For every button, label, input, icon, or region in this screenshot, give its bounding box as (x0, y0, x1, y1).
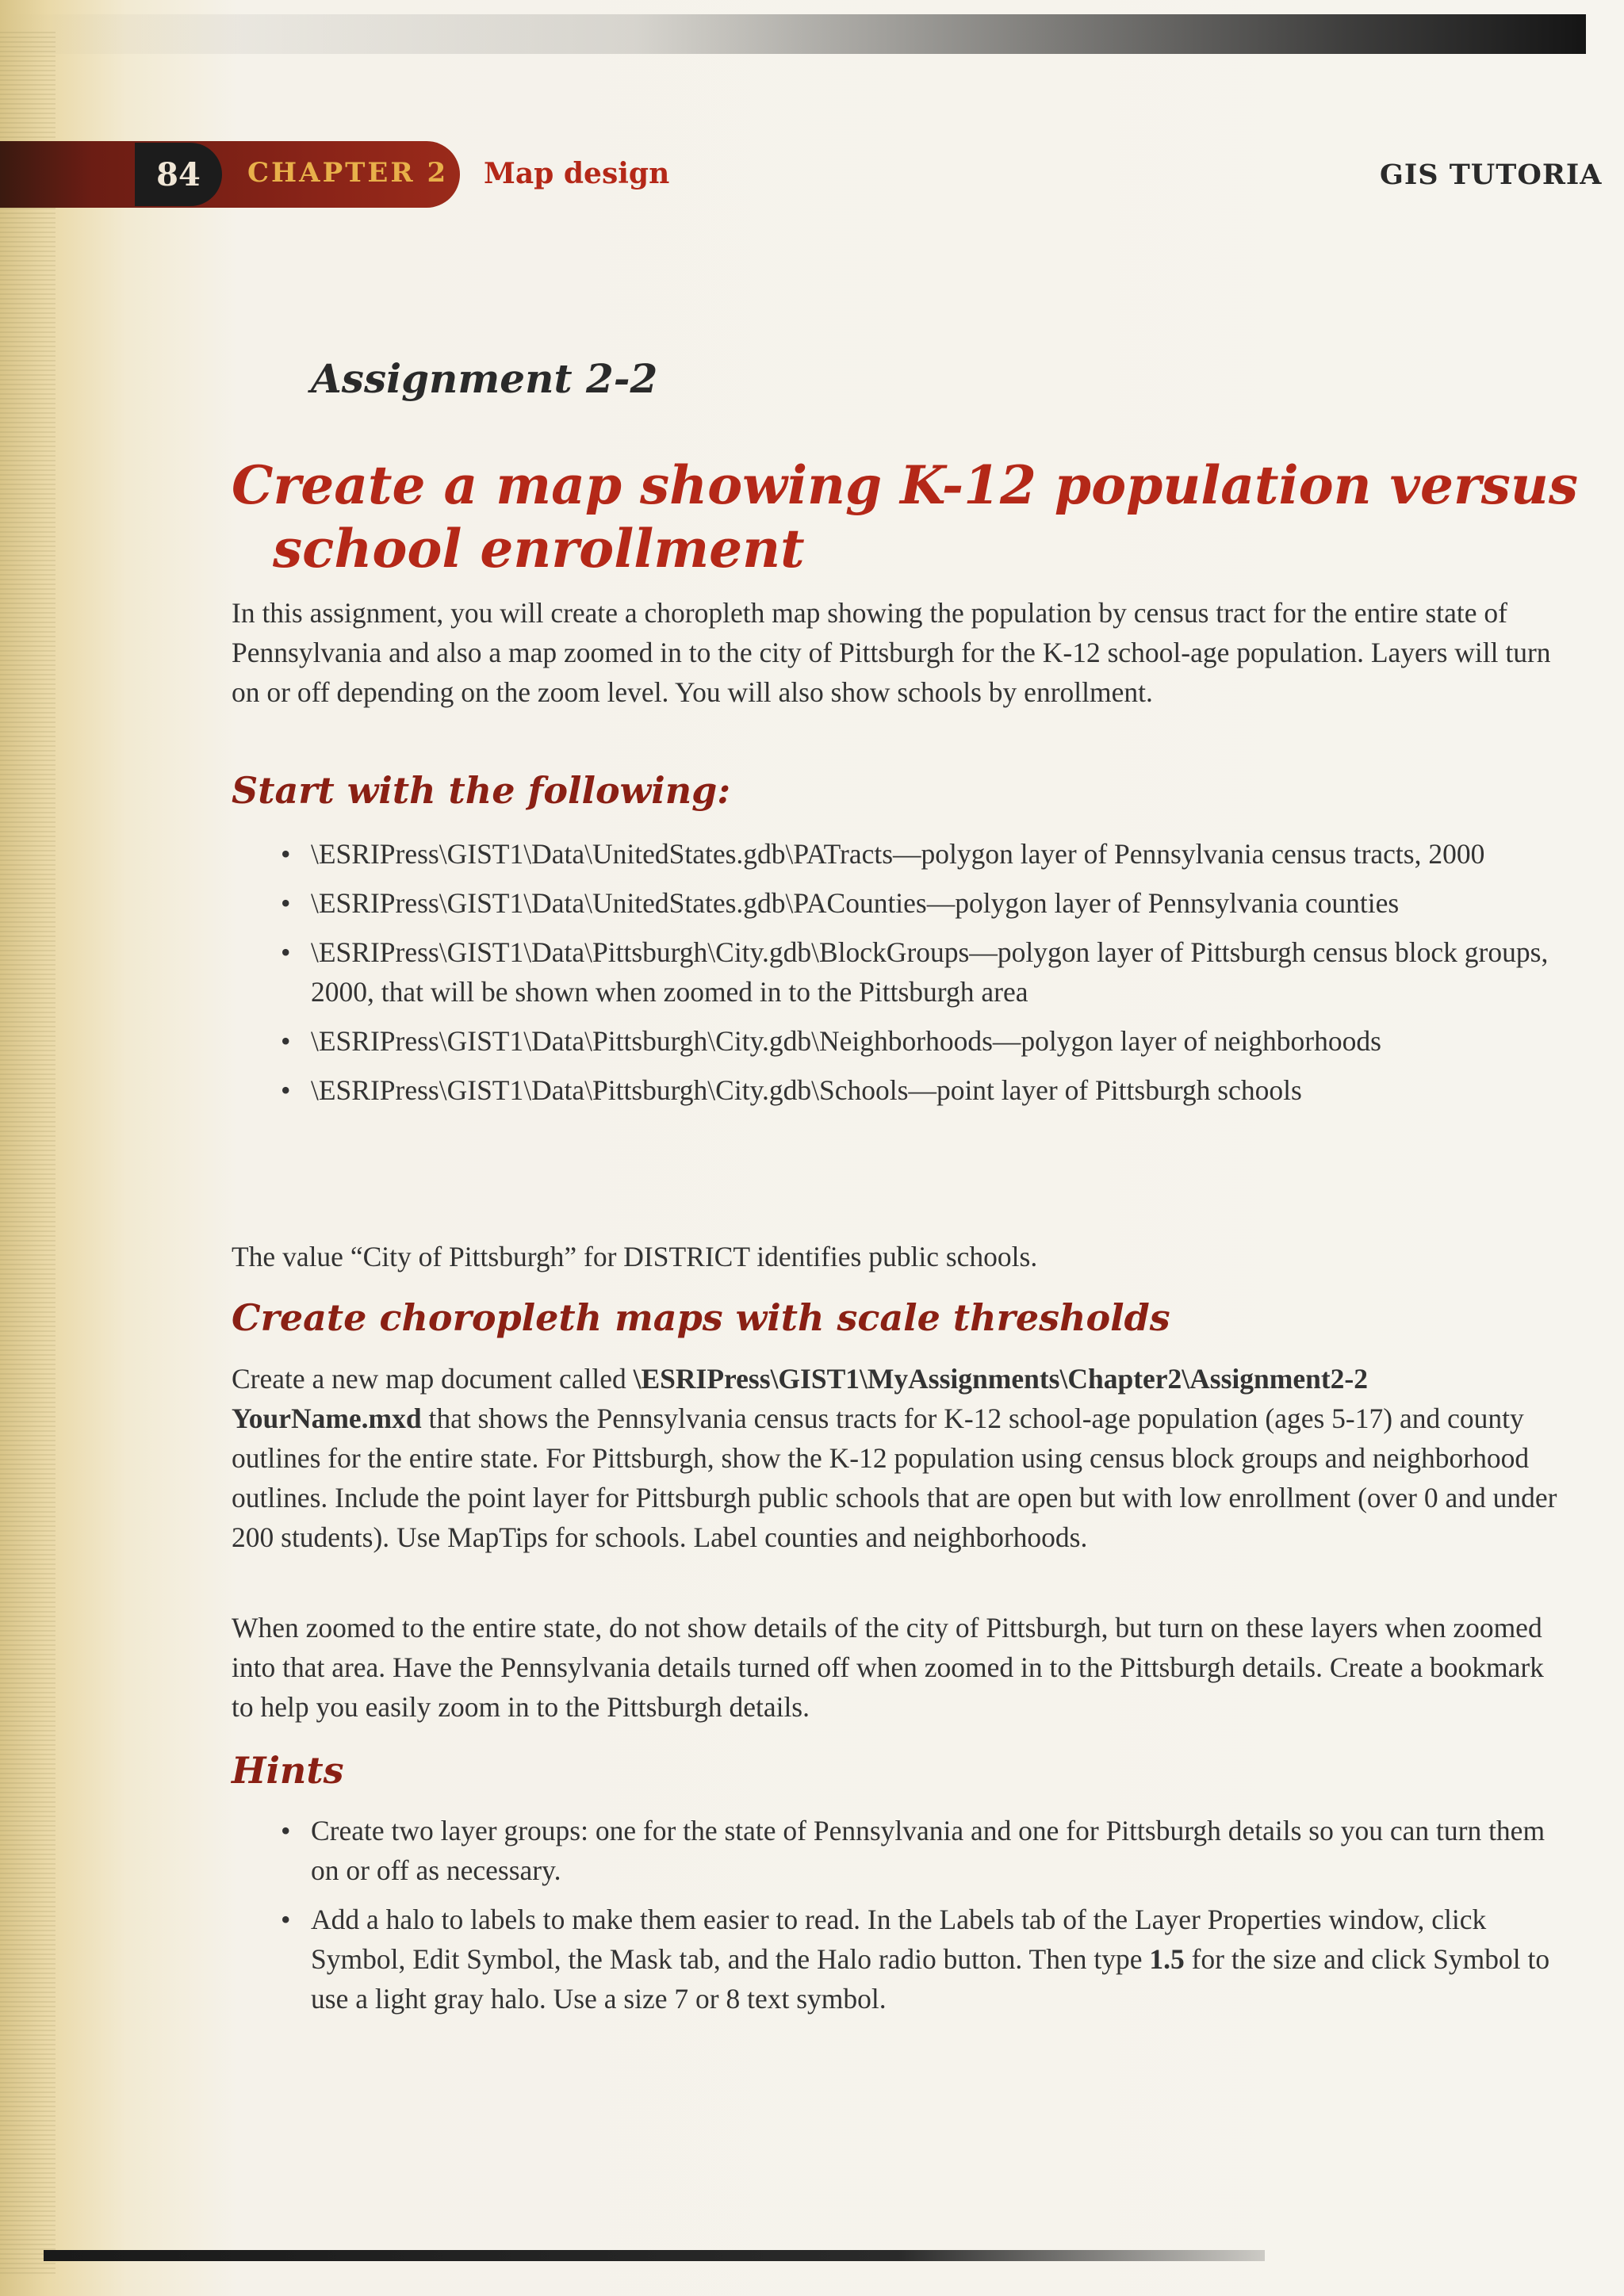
section-label: Map design (484, 157, 670, 190)
hints-list (254, 1811, 1562, 2019)
intro-paragraph: In this assignment, you will create a choropleth map showing the population by census tract for the entire state of Pennsylvania and also a map zoomed in to the city of Pittsburgh for the K-12 school-age population. Layers will turn on or off depending on the zoom level. You will also show schools by enrollment. (232, 597, 1551, 708)
list-item-text: \ESRIPress\GIST1\Data\UnitedStates.gdb\PACounties—polygon layer of Pennsylvania counties (311, 887, 1400, 919)
list-item (254, 1070, 1562, 1110)
assignment-label: Assignment 2-2 (311, 355, 658, 402)
bullet-icon: • (281, 1025, 291, 1057)
bullet-icon: • (281, 1074, 291, 1106)
choropleth-heading: Create choropleth maps with scale thresholds (232, 1296, 1170, 1339)
start-heading: Start with the following: (232, 769, 731, 812)
running-head: GIS TUTORIA (1380, 159, 1603, 191)
bottom-rule (44, 2250, 1265, 2261)
hint-text: Create two layer groups: one for the state of Pennsylvania and one for Pittsburgh details so you can turn them on or off as necessary. (311, 1815, 1545, 1886)
list-item-text: \ESRIPress\GIST1\Data\Pittsburgh\City.gdb\Neighborhoods—polygon layer of neighborhoods (311, 1025, 1381, 1057)
halo-size-value: 1.5 (1149, 1943, 1185, 1975)
para1-text-start: Create a new map document called (232, 1363, 634, 1395)
hints-heading: Hints (232, 1749, 344, 1792)
bullet-icon: • (281, 1815, 291, 1846)
hint-text-start: Add a halo to labels to make them easier to read. In the Labels tab of the Layer Properties window, click Symbol, Edit Symbol, the Mask tab, and the Halo radio button. Then type (311, 1904, 1487, 1975)
list-item (254, 1021, 1562, 1061)
bullet-icon: • (281, 936, 291, 968)
bullet-icon: • (281, 1904, 291, 1935)
choropleth-paragraph-1 (232, 1359, 1564, 1557)
district-note: The value “City of Pittsburgh” for DISTRICT identifies public schools. (232, 1241, 1038, 1272)
title-line-1: Create a map showing K-12 population versus (232, 454, 1579, 516)
list-item (254, 932, 1562, 1012)
mxd-path: \ESRIPress\GIST1\MyAssignments\Chapter2\Assignment2-2 YourName.mxd (232, 1363, 1369, 1434)
page-number: 84 (135, 143, 222, 206)
list-item-text: \ESRIPress\GIST1\Data\Pittsburgh\City.gdb\Schools—point layer of Pittsburgh schools (311, 1074, 1302, 1106)
top-rule (0, 14, 1586, 54)
bullet-icon: • (281, 887, 291, 919)
list-item (254, 883, 1562, 923)
list-item (254, 834, 1562, 874)
list-item (254, 1811, 1562, 1890)
hint-text-end: for the size and click Symbol to use a light gray halo. Use a size 7 or 8 text symbol. (311, 1943, 1550, 2015)
list-item-text: \ESRIPress\GIST1\Data\Pittsburgh\City.gdb\BlockGroups—polygon layer of Pittsburgh census block groups, 2000, that will be shown when zoomed in to the Pittsburgh area (311, 936, 1549, 1008)
start-list (254, 834, 1562, 1110)
list-item-text: \ESRIPress\GIST1\Data\UnitedStates.gdb\PATracts—polygon layer of Pennsylvania census tracts, 2000 (311, 838, 1485, 870)
title-line-2: school enrollment (273, 518, 805, 580)
bullet-icon: • (281, 838, 291, 870)
page-binding-edge (0, 32, 56, 2275)
list-item (254, 1900, 1562, 2019)
choropleth-paragraph-2: When zoomed to the entire state, do not show details of the city of Pittsburgh, but turn on these layers when zoomed into that area. Have the Pennsylvania details turned off when zoomed in to the Pittsburgh details. Create a bookmark to help you easily zoom in to the Pittsburgh details. (232, 1612, 1544, 1723)
chapter-label: CHAPTER 2 (247, 157, 449, 189)
page-title (232, 453, 1580, 580)
para1-text-end: that shows the Pennsylvania census tracts for K-12 school-age population (ages 5-17) and county outlines for the entire state. For Pittsburgh, show the K-12 population using census block groups and neighborhood outlines. Include the point layer for Pittsburgh public schools that are open but with low enrollment (over 0 and under 200 students). Use MapTips for schools. Label counties and neighborhoods. (232, 1402, 1557, 1553)
